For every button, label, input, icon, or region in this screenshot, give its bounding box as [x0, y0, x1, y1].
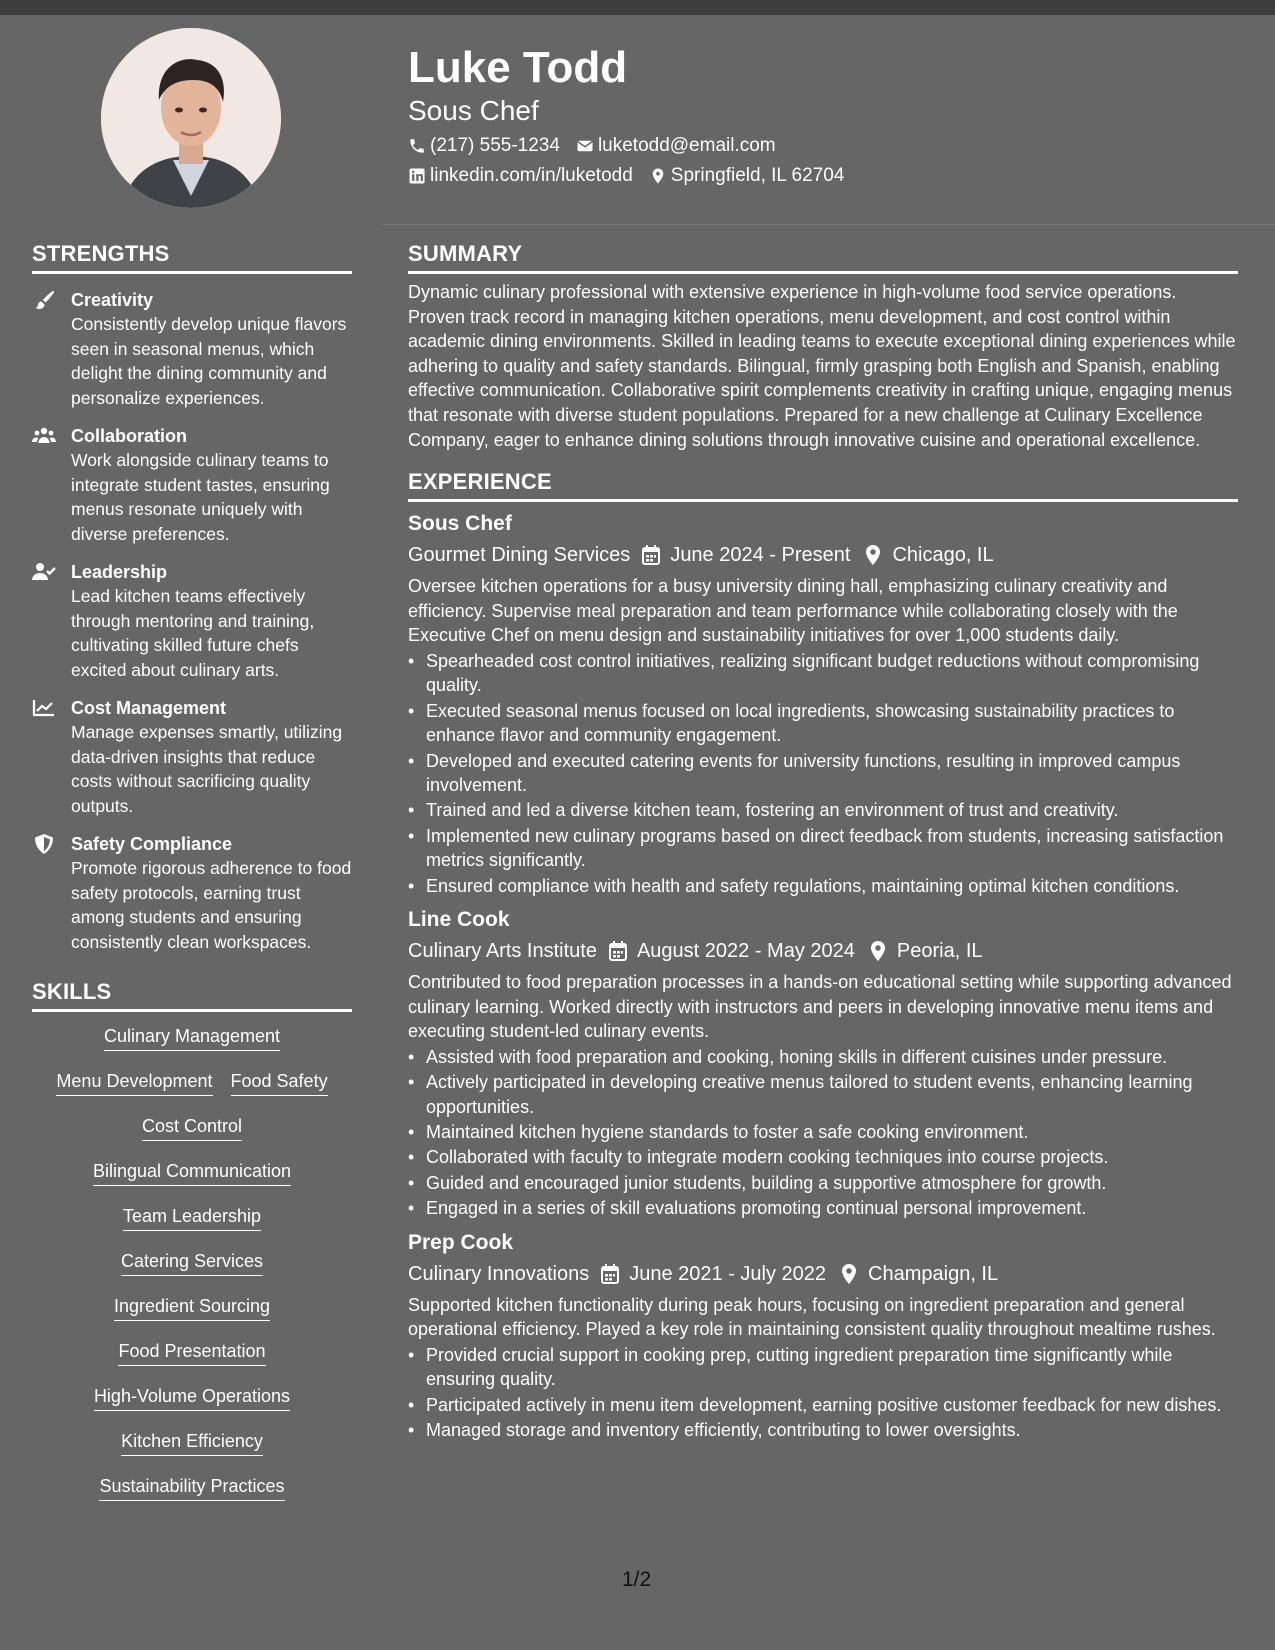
job-entry [408, 1229, 1238, 1443]
bullet-item: • Engaged in a series of skill evaluations promoting continual personal improvement. [408, 1196, 1238, 1220]
skill-row [32, 1294, 352, 1339]
job-bullets [408, 1045, 1238, 1221]
strength-title: Cost Management [71, 698, 227, 718]
job-location: Chicago, IL [892, 544, 994, 567]
strength-desc: Lead kitchen teams effectively through mentoring and training, cultivating skilled future chefs excited about culinary arts. [71, 586, 315, 680]
strengths-heading: STRENGTHS [32, 241, 170, 266]
map-pin-icon [864, 545, 882, 565]
job-description: Oversee kitchen operations for a busy university dining hall, emphasizing culinary creativity and efficiency. Supervise meal preparation and team performance while collaborating closely with the Executive Chef on menu design and sustainability initiatives for over 1,000 students daily. [408, 576, 1178, 646]
skill-tag: Food Presentation [118, 1339, 265, 1366]
bullet-item: • Spearheaded cost control initiatives, realizing significant budget reductions without compromising quality. [408, 649, 1238, 698]
linkedin-icon [408, 167, 426, 185]
bullet-item: • Collaborated with faculty to integrate modern cooking techniques into course projects. [408, 1145, 1238, 1169]
phone-contact[interactable] [408, 134, 560, 158]
shield-icon [32, 834, 56, 854]
strength-desc: Promote rigorous adherence to food safety protocols, earning trust among students and ensuring consistently clean workspaces. [71, 858, 352, 952]
job-entry [408, 510, 1238, 898]
job-meta [408, 541, 1238, 569]
strength-title: Leadership [71, 562, 168, 582]
linkedin-contact[interactable] [408, 164, 633, 188]
top-bar [0, 0, 1275, 15]
job-description: Contributed to food preparation processes in a hands-on educational setting while supporting advanced culinary learning. Worked directly with instructors and peers in developing innovative menu items and executing student-led culinary events. [408, 972, 1232, 1042]
bullet-item: • Executed seasonal menus focused on local ingredients, showcasing sustainability practices to enhance flavor and community engagement. [408, 699, 1238, 748]
job-entry [408, 906, 1238, 1221]
skill-tag: Kitchen Efficiency [121, 1429, 263, 1456]
strength-desc: Manage expenses smartly, utilizing data-driven insights that reduce costs without sacrificing quality outputs. [71, 722, 343, 816]
skill-tag: Ingredient Sourcing [114, 1294, 270, 1321]
strength-desc: Consistently develop unique flavors seen in seasonal menus, which delight the dining community and personalize experiences. [71, 314, 347, 408]
strength-desc: Work alongside culinary teams to integrate student tastes, ensuring menus resonate uniquely with diverse preferences. [71, 450, 330, 544]
user-check-icon [32, 562, 56, 582]
strength-item [32, 696, 352, 818]
job-meta [408, 937, 1238, 965]
job-company: Culinary Innovations [408, 1262, 590, 1285]
strength-item [32, 288, 352, 410]
calendar-icon [609, 941, 627, 961]
skill-tag: Sustainability Practices [99, 1474, 284, 1501]
summary-text: Dynamic culinary professional with extensive experience in high-volume food service operations. Proven track record in managing kitchen operations, menu development, and cost control within academic dining environments. Skilled in leading teams to execute exceptional dining experiences while adhering to quality and safety standards. Bilingual, firmly grasping both English and Spanish, enabling effective communication. Collaborative spirit complements creativity in crafting unique, engaging menus that resonate with diverse student populations. Prepared for a new challenge at Culinary Excellence Company, eager to enhance dining solutions through innovative cuisine and operational excellence. [408, 282, 1236, 450]
skill-row [32, 1249, 352, 1294]
skill-row [32, 1339, 352, 1384]
job-company: Culinary Arts Institute [408, 940, 597, 962]
job-meta [408, 1260, 1238, 1288]
map-pin-icon [649, 167, 667, 185]
skill-tag: High-Volume Operations [94, 1384, 290, 1411]
job-location: Champaign, IL [868, 1262, 999, 1285]
skill-tag: Cost Control [142, 1114, 242, 1141]
strength-title: Safety Compliance [71, 834, 233, 854]
page-indicator: 1/2 [622, 1568, 652, 1591]
email-text: luketodd@email.com [597, 135, 776, 156]
skill-tag: Menu Development [56, 1069, 212, 1096]
skill-row [32, 1384, 352, 1429]
strengths-rule [32, 271, 352, 274]
strength-title: Collaboration [71, 426, 187, 446]
job-description: Supported kitchen functionality during peak hours, focusing on ingredient preparation and general operational efficiency. Played a key role in maintaining consistent quality throughout mealtime rushes. [408, 1294, 1216, 1340]
calendar-icon [601, 1264, 619, 1284]
strength-item [32, 424, 352, 546]
job-bullets [408, 649, 1238, 898]
chart-line-icon [32, 698, 56, 718]
skill-row [32, 1204, 352, 1249]
job-title: Line Cook [408, 908, 510, 931]
right-column [408, 240, 1238, 1442]
bullet-item: • Developed and executed catering events for university functions, resulting in improved campus involvement. [408, 749, 1238, 798]
bullet-item: • Implemented new culinary programs based on direct feedback from students, increasing satisfaction metrics significantly. [408, 824, 1238, 873]
skill-tag: Food Safety [231, 1069, 328, 1096]
job-bullets [408, 1343, 1238, 1443]
experience-heading: EXPERIENCE [408, 469, 552, 495]
skills-list [32, 1024, 352, 1519]
users-icon [32, 426, 56, 446]
job-company: Gourmet Dining Services [408, 544, 631, 567]
left-column [32, 240, 352, 1519]
skills-heading: SKILLS [32, 979, 112, 1004]
candidate-title: Sous Chef [408, 95, 539, 126]
brush-icon [32, 290, 56, 310]
job-location: Peoria, IL [896, 940, 983, 962]
calendar-icon [642, 545, 660, 565]
skill-tag: Culinary Management [104, 1024, 280, 1051]
skill-row [32, 1474, 352, 1519]
map-pin-icon [840, 1264, 858, 1284]
skill-row [32, 1069, 352, 1114]
summary-rule [408, 271, 1238, 274]
strength-title: Creativity [71, 290, 154, 310]
skill-row [32, 1429, 352, 1474]
bullet-item: • Participated actively in menu item development, earning positive customer feedback for new dishes. [408, 1393, 1238, 1417]
skill-row [32, 1159, 352, 1204]
skills-rule [32, 1009, 352, 1012]
skill-row [32, 1024, 352, 1069]
bullet-item: • Managed storage and inventory efficiently, contributing to lower oversights. [408, 1418, 1238, 1442]
linkedin-text: linkedin.com/in/luketodd [430, 165, 633, 186]
candidate-name: Luke Todd [408, 43, 628, 92]
bullet-item: • Guided and encouraged junior students, building a supportive atmosphere for growth. [408, 1171, 1238, 1195]
job-dates: August 2022 - May 2024 [636, 940, 855, 962]
location-contact [649, 164, 845, 188]
map-pin-icon [869, 941, 887, 961]
job-dates: June 2024 - Present [670, 544, 851, 567]
strength-item [32, 832, 352, 954]
bullet-item: • Assisted with food preparation and cooking, honing skills in different cuisines under pressure. [408, 1045, 1238, 1069]
job-dates: June 2021 - July 2022 [629, 1262, 827, 1285]
location-text: Springfield, IL 62704 [670, 165, 845, 186]
bullet-item: • Trained and led a diverse kitchen team, fostering an environment of trust and creativity. [408, 798, 1238, 822]
experience-rule [408, 499, 1238, 502]
strength-item [32, 560, 352, 682]
phone-text: (217) 555-1234 [430, 135, 560, 156]
contact-row-1 [408, 134, 776, 158]
bullet-item: • Actively participated in developing creative menus tailored to student events, enhancing learning opportunities. [408, 1070, 1238, 1119]
job-title: Sous Chef [408, 512, 512, 536]
summary-heading: SUMMARY [408, 241, 523, 266]
skill-tag: Team Leadership [123, 1204, 261, 1231]
bullet-item: • Provided crucial support in cooking prep, cutting ingredient preparation time significantly while ensuring quality. [408, 1343, 1238, 1392]
envelope-icon [576, 137, 594, 155]
email-contact[interactable] [576, 134, 776, 158]
skill-row [32, 1114, 352, 1159]
skill-tag: Bilingual Communication [93, 1159, 291, 1186]
bullet-item: • Maintained kitchen hygiene standards to foster a safe cooking environment. [408, 1120, 1238, 1144]
phone-icon [408, 137, 426, 155]
skill-tag: Catering Services [121, 1249, 263, 1276]
bullet-item: • Ensured compliance with health and safety regulations, maintaining optimal kitchen conditions. [408, 874, 1238, 898]
job-title: Prep Cook [408, 1230, 514, 1254]
header-divider [383, 224, 1275, 225]
contact-row-2 [408, 164, 844, 188]
profile-photo [101, 28, 281, 208]
